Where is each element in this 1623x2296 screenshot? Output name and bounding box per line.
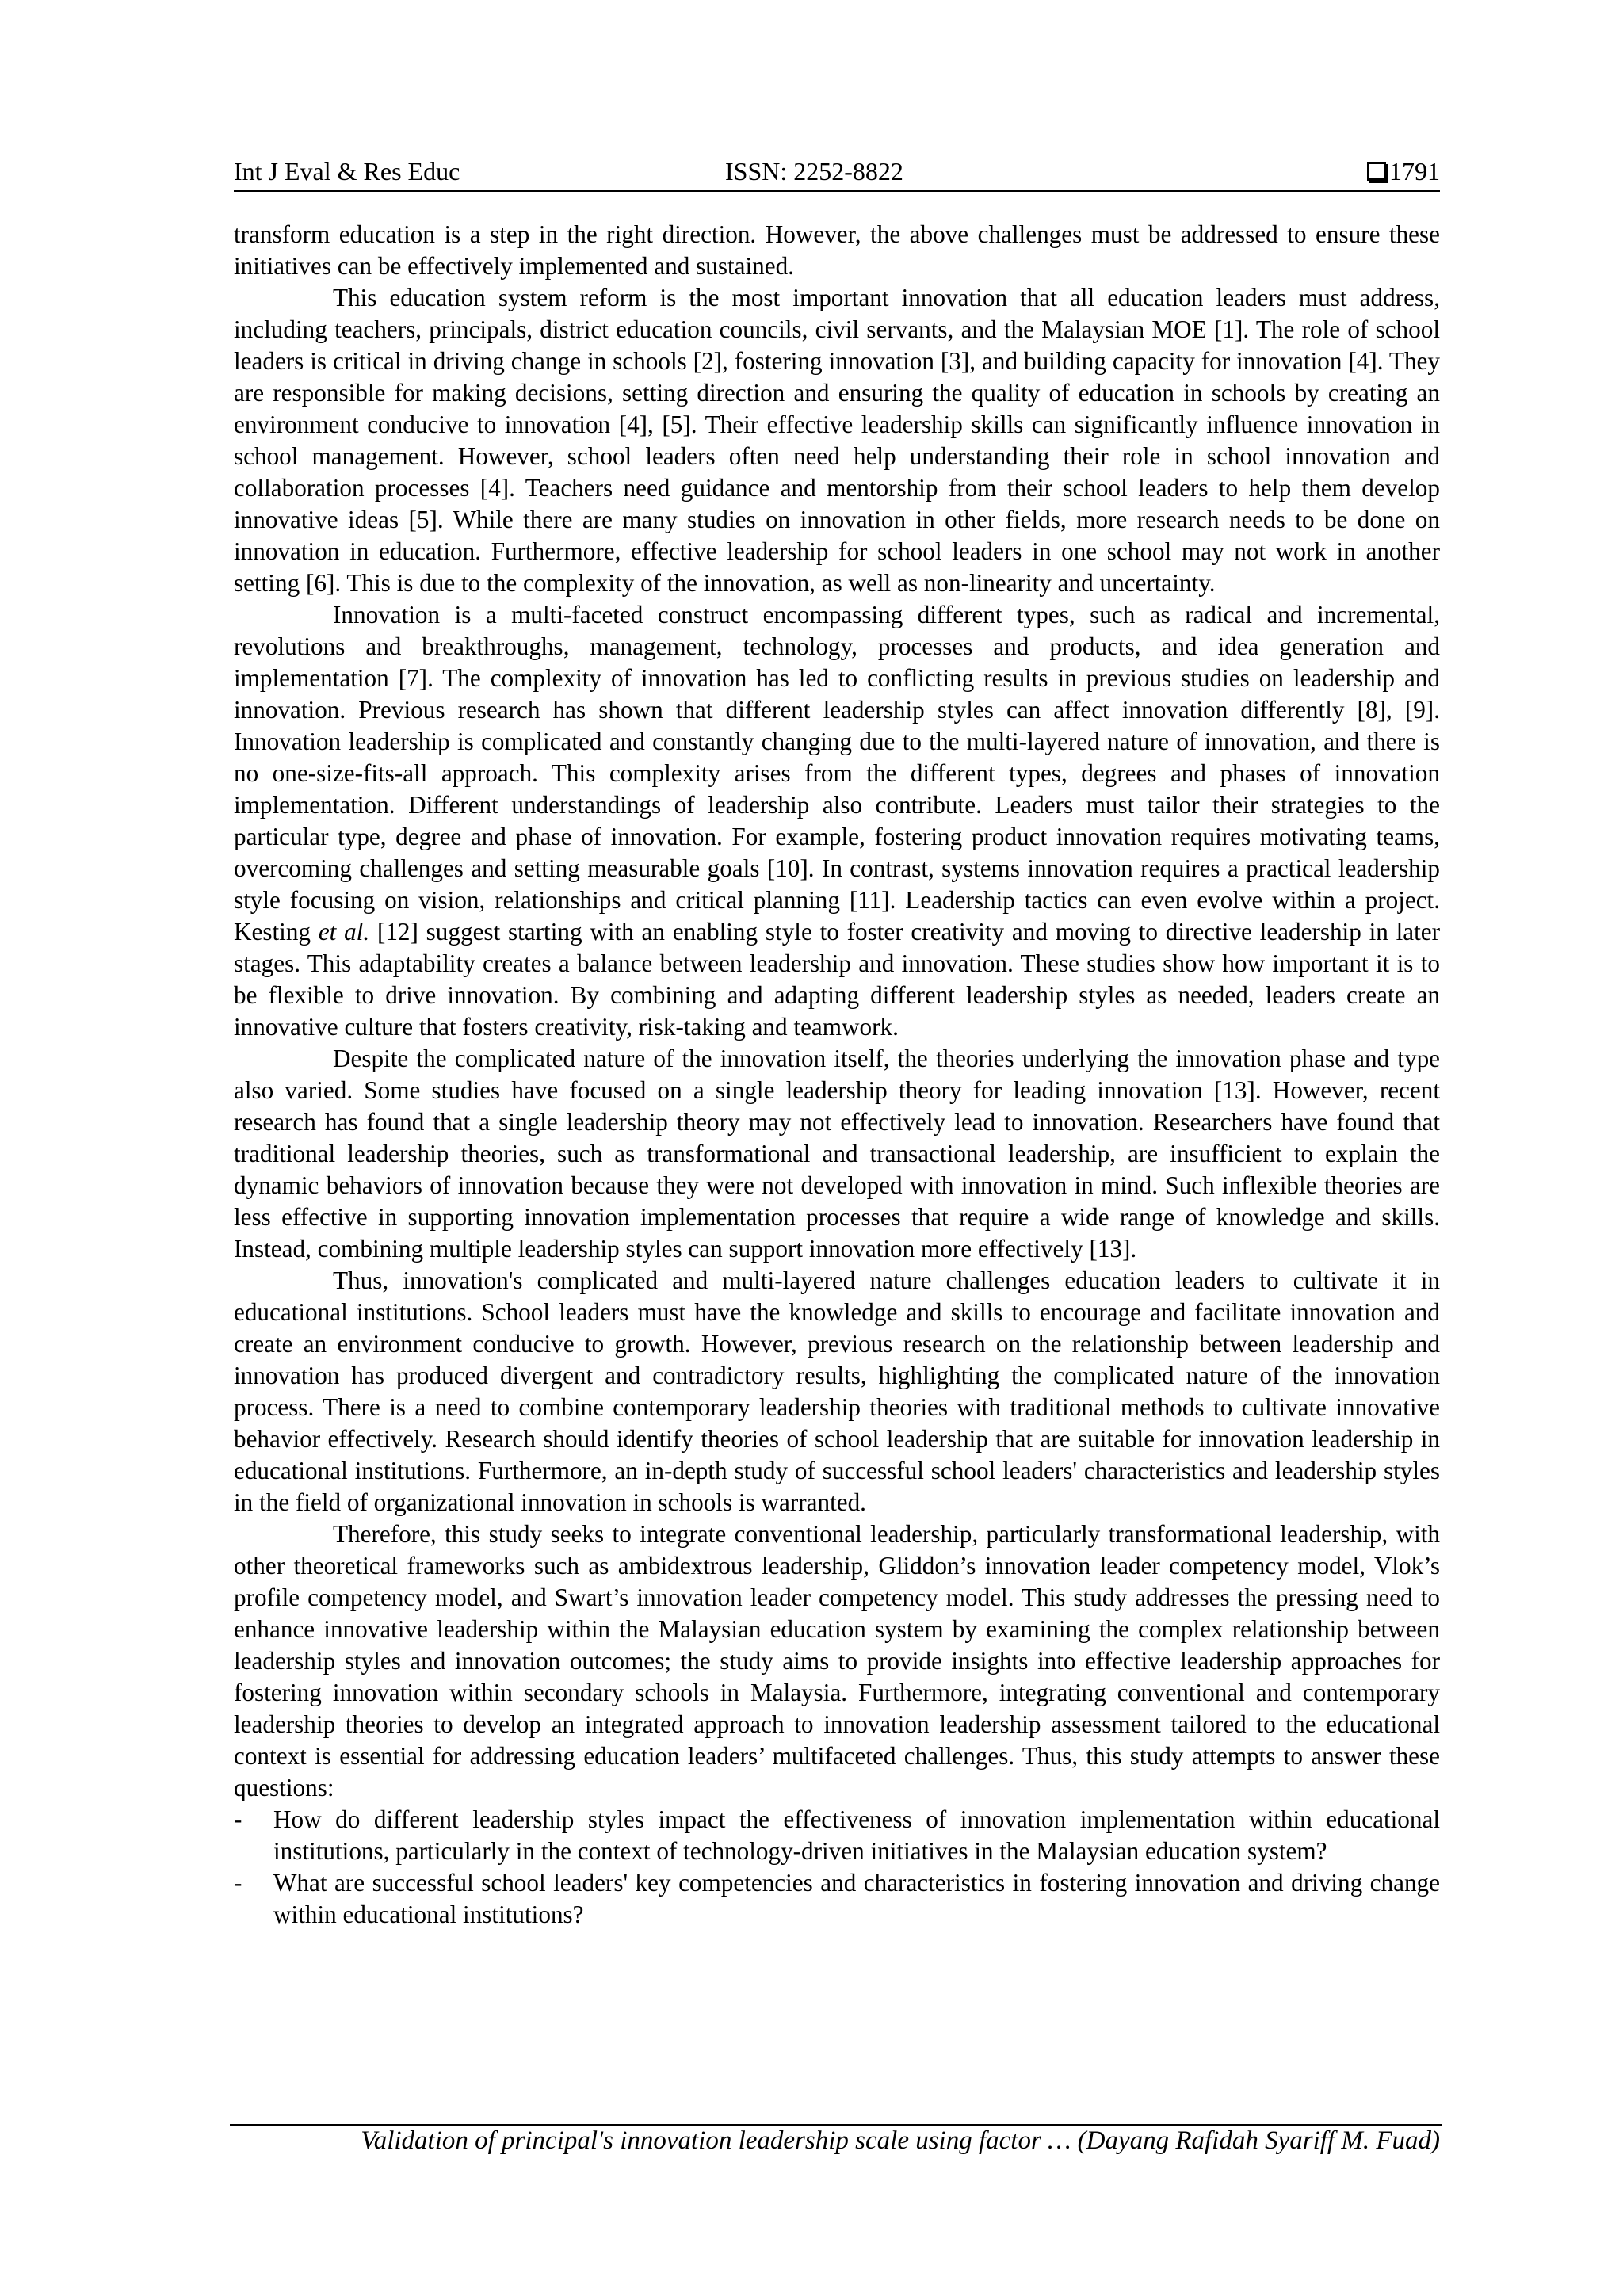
footer-divider bbox=[230, 2124, 1442, 2126]
research-question-2: What are successful school leaders' key competencies and characteristics in fostering innovation and driving change within educational institutions? bbox=[273, 1869, 1440, 1928]
paragraph-education-reform: This education system reform is the most important innovation that all education leaders must address, including teachers, principals, district education councils, civil servants, and the Malaysian MOE [1]. The role of school leaders is critical in driving change in schools [2], fostering innovation [3], and building capacity for innovation [4]. They are responsible for making decisions, setting direction and ensuring the quality of education in schools by creating an environment conducive to innovation [4], [5]. Their effective leadership skills can significantly influence innovation in school management. However, school leaders often need help understanding their role in school innovation and collaboration processes [4]. Teachers need guidance and mentorship from their school leaders to help them develop innovative ideas [5]. While there are many studies on innovation in other fields, more research needs to be done on innovation in education. Furthermore, effective leadership for school leaders in one school may not work in another setting [6]. This is due to the complexity of the innovation, as well as non-linearity and uncertainty. bbox=[234, 284, 1440, 597]
page-header bbox=[234, 155, 1440, 192]
paragraph-theories: Despite the complicated nature of the innovation itself, the theories underlying the innovation phase and type also varied. Some studies have focused on a single leadership theory for leading innovation [13]. However, recent research has found that a single leadership theory may not effectively lead to innovation. Researchers have found that traditional leadership theories, such as transformational and transactional leadership, are insufficient to explain the dynamic behaviors of innovation because they were not developed with innovation in mind. Such inflexible theories are less effective in supporting innovation implementation processes that require a wide range of knowledge and skills. Instead, combining multiple leadership styles can support innovation more effectively [13]. bbox=[234, 1045, 1440, 1263]
citation-et-al: et al. bbox=[318, 918, 370, 946]
list-marker: - bbox=[234, 1805, 242, 1833]
page-number: 1791 bbox=[1389, 157, 1440, 185]
paragraph-text: [12] suggest starting with an enabling style to foster creativity and moving to directive leadership in later stages. This adaptability creates a balance between leadership and innovation. These studies show how important it is to be flexible to drive innovation. By combining and adapting different leadership styles as needed, leaders create an innovative culture that fosters creativity, risk-taking and teamwork. bbox=[234, 918, 1441, 1041]
research-question-1: How do different leadership styles impact the effectiveness of innovation implementation within educational institutions, particularly in the context of technology-driven initiatives in the Malaysian education system? bbox=[273, 1805, 1440, 1865]
paragraph-study-aims: Therefore, this study seeks to integrate conventional leadership, particularly transformational leadership, with other theoretical frameworks such as ambidextrous leadership, Gliddon’s innovation leader competency model, Vlok’s profile competency model, and Swart’s innovation leader competency model. This study addresses the pressing need to enhance innovative leadership within the Malaysian education system by examining the complex relationship between leadership styles and innovation outcomes; the study aims to provide insights into effective leadership approaches for fostering innovation within secondary schools in Malaysia. Furthermore, integrating conventional and contemporary leadership theories to develop an integrated approach to innovation leadership assessment tailored to the educational context is essential for addressing education leaders’ multifaceted challenges. Thus, this study attempts to answer these questions: bbox=[234, 1520, 1440, 1801]
list-item bbox=[234, 1867, 1440, 1931]
running-footer: Validation of principal's innovation leadership scale using factor … (Dayang Rafidah Syariff M. Fuad) bbox=[361, 2126, 1440, 2155]
paragraph-innovation-construct bbox=[234, 599, 1440, 1043]
issn: ISSN: 2252-8822 bbox=[725, 157, 903, 185]
research-questions-list bbox=[234, 1804, 1440, 1931]
journal-name: Int J Eval & Res Educ bbox=[234, 157, 460, 185]
checkbox-square-icon bbox=[1367, 162, 1386, 181]
list-marker: - bbox=[234, 1869, 242, 1897]
body-text bbox=[234, 219, 1440, 1931]
list-item bbox=[234, 1804, 1440, 1867]
paragraph-challenges: Thus, innovation's complicated and multi-layered nature challenges education leaders to cultivate it in educational institutions. School leaders must have the knowledge and skills to encourage and facilitate innovation and create an environment conducive to growth. However, previous research on the relationship between leadership and innovation has produced divergent and contradictory results, highlighting the complicated nature of the innovation process. There is a need to combine contemporary leadership theories with traditional methods to cultivate innovative behavior effectively. Research should identify theories of school leadership that are suitable for innovation leadership in educational institutions. Furthermore, an in-depth study of successful school leaders' characteristics and leadership styles in the field of organizational innovation in schools is warranted. bbox=[234, 1266, 1440, 1516]
paragraph-continuation: transform education is a step in the right direction. However, the above challenges must be addressed to ensure these initiatives can be effectively implemented and sustained. bbox=[234, 220, 1440, 280]
paragraph-text: Innovation is a multi-faceted construct encompassing different types, such as radical and incremental, revolutions and breakthroughs, management, technology, processes and products, and idea generation and implementation [7]. The complexity of innovation has led to conflicting results in previous studies on leadership and innovation. Previous research has shown that different leadership styles can affect innovation differently [8], [9]. Innovation leadership is complicated and constantly changing due to the multi-layered nature of innovation, and there is no one-size-fits-all approach. This complexity arises from the different types, degrees and phases of innovation implementation. Different understandings of leadership also contribute. Leaders must tailor their strategies to the particular type, degree and phase of innovation. For example, fostering product innovation requires motivating teams, overcoming challenges and setting measurable goals [10]. In contrast, systems innovation requires a practical leadership style focusing on vision, relationships and critical planning [11]. Leadership tactics can even evolve within a project. Kesting bbox=[234, 601, 1440, 946]
